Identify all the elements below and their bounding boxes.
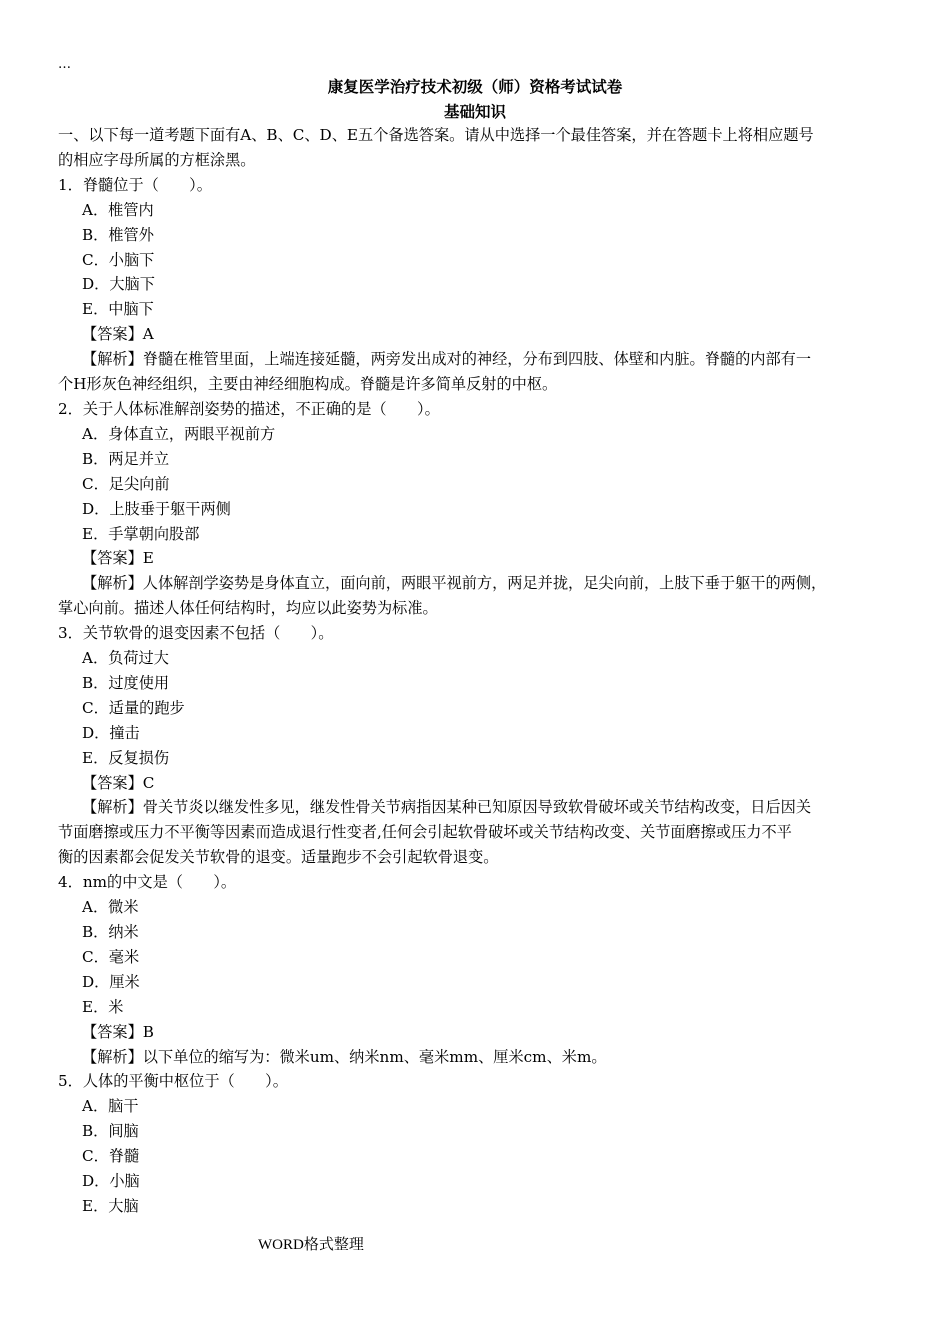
option-b: B．纳米	[82, 923, 139, 941]
option-e: E．中脑下	[82, 300, 154, 319]
option-e: E．手掌朝向股部	[82, 524, 200, 543]
exam-subtitle: 基础知识	[443, 102, 506, 121]
option-d: D．撞击	[82, 723, 140, 742]
answer-line: 【答案】A	[82, 325, 154, 344]
option-a: A．身体直立，两眼平视前方	[82, 424, 276, 443]
option-c: C．毫米	[82, 947, 140, 966]
instruction-line: 一、以下每一道考题下面有A、B、C、D、E五个备选答案。请从中选择一个最佳答案，并在答题卡上将相应题号	[58, 126, 814, 144]
option-c: C．适量的跑步	[82, 698, 185, 717]
question-stem: 5．人体的平衡中枢位于（ ）。	[58, 1072, 288, 1091]
analysis-line: 【解析】脊髓在椎管里面，上端连接延髓，两旁发出成对的神经，分布到四肢、体壁和内脏。脊髓的内部有一	[82, 350, 811, 369]
instruction-line: 的相应字母所属的方框涂黑。	[58, 150, 256, 169]
analysis-line: 节面磨擦或压力不平衡等因素而造成退行性变者,任何会引起软骨破坏或关节结构改变、关节面磨擦或压力不平	[58, 823, 792, 842]
option-b: B．椎管外	[82, 225, 154, 244]
analysis-line: 【解析】人体解剖学姿势是身体直立，面向前，两眼平视前方，两足并拢，足尖向前，上肢下垂于躯干的两侧，	[82, 574, 827, 593]
option-a: A．负荷过大	[82, 649, 169, 668]
option-b: B．间脑	[82, 1122, 139, 1141]
option-a: A．椎管内	[82, 200, 154, 219]
question-stem: 3．关节软骨的退变因素不包括（ ）。	[58, 624, 334, 643]
header-ellipsis: …	[58, 57, 71, 72]
analysis-line: 【解析】骨关节炎以继发性多见，继发性骨关节病指因某种已知原因导致软骨破坏或关节结构改变，日后因关	[82, 798, 811, 817]
question-stem: 4．nm的中文是（ ）。	[58, 873, 237, 892]
analysis-line: 衡的因素都会促发关节软骨的退变。适量跑步不会引起软骨退变。	[58, 848, 499, 867]
question-stem: 1．脊髓位于（ ）。	[58, 175, 212, 194]
option-b: B．两足并立	[82, 449, 170, 468]
option-a: A．微米	[82, 898, 139, 917]
analysis-line: 【解析】以下单位的缩写为：微米um、纳米nm、毫米mm、厘米cm、米m。	[82, 1047, 607, 1066]
question-stem: 2．关于人体标准解剖姿势的描述，不正确的是（ ）。	[58, 399, 440, 418]
option-b: B．过度使用	[82, 673, 170, 692]
page-footer: WORD格式整理	[258, 1237, 364, 1253]
analysis-line: 掌心向前。描述人体任何结构时，均应以此姿势为标准。	[58, 599, 438, 618]
analysis-line: 个H形灰色神经组织，主要由神经细胞构成。脊髓是许多简单反射的中枢。	[58, 375, 558, 394]
option-e: E．米	[82, 997, 124, 1016]
option-d: D．小脑	[82, 1172, 140, 1191]
option-a: A．脑干	[82, 1097, 139, 1116]
option-c: C．脊髓	[82, 1147, 140, 1166]
option-e: E．反复损伤	[82, 748, 170, 767]
option-e: E．大脑	[82, 1196, 139, 1215]
answer-line: 【答案】E	[82, 549, 154, 568]
option-d: D．大脑下	[82, 275, 155, 294]
option-c: C．小脑下	[82, 250, 155, 269]
answer-line: 【答案】C	[82, 773, 155, 792]
exam-title: 康复医学治疗技术初级（师）资格考试试卷	[327, 77, 623, 96]
option-d: D．厘米	[82, 972, 140, 991]
option-c: C．足尖向前	[82, 474, 170, 493]
exam-content	[58, 123, 894, 1219]
option-d: D．上肢垂于躯干两侧	[82, 499, 231, 518]
answer-line: 【答案】B	[82, 1022, 154, 1041]
